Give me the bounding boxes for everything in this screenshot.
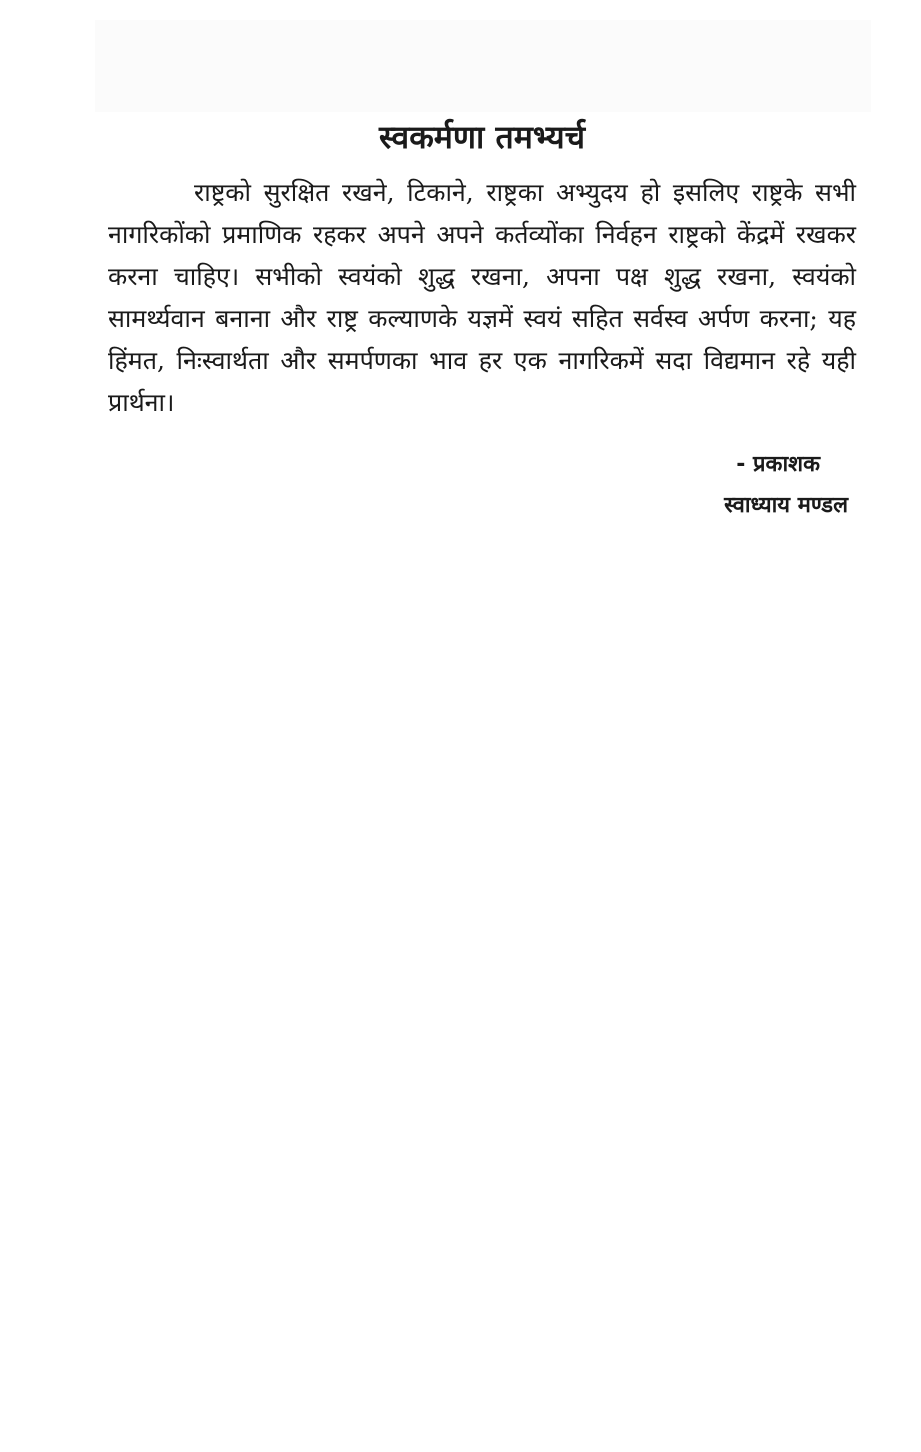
signature-organization: स्वाध्याय मण्डल: [724, 493, 848, 518]
page-header-shade: [95, 20, 871, 112]
document-page: [108, 112, 856, 526]
page-title: स्वकर्मणा तमभ्यर्च: [378, 118, 586, 156]
signature-block: [108, 444, 856, 526]
signature-role: - प्रकाशक: [736, 452, 820, 477]
body-paragraph: राष्ट्रको सुरक्षित रखने, टिकाने, राष्ट्रका अभ्युदय हो इसलिए राष्ट्रके सभी नागरिकोंको प्रमाणिक रहकर अपने अपने कर्तव्योंका निर्वहन राष्ट्रको केंद्रमें रखकर करना चाहिए। सभीको स्वयंको शुद्ध रखना, अपना पक्ष शुद्ध रखना, स्वयंको सामर्थ्यवान बनाना और राष्ट्र कल्याणके यज्ञमें स्वयं सहित सर्वस्व अर्पण करना; यह हिंमत, निःस्वार्थता और समर्पणका भाव हर एक नागरिकमें सदा विद्यमान रहे यही प्रार्थना।: [108, 178, 856, 417]
